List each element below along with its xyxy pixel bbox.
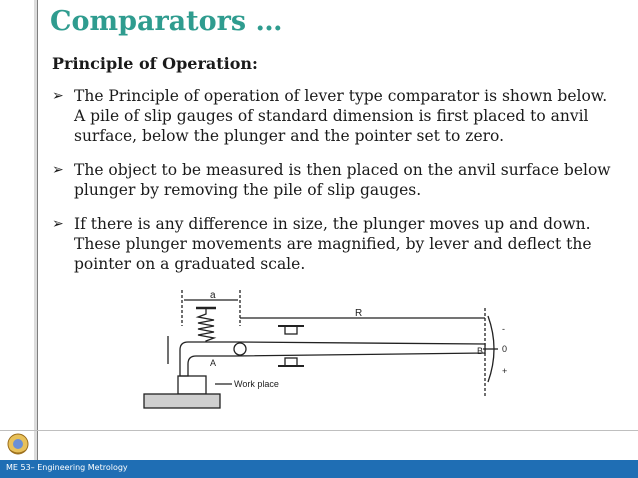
bullet-text: If there is any difference in size, the plunger moves up and down. These plunger movements are magnified, by lever and deflect the pointer on a graduated scale. <box>74 215 592 273</box>
college-logo-icon <box>6 432 30 456</box>
work-piece <box>178 376 206 394</box>
spring-icon <box>198 308 214 346</box>
bullet-text: The object to be measured is then placed on the anvil surface below plunger by removing the pile of slip gauges. <box>74 161 611 199</box>
label-a: a <box>210 290 216 301</box>
footer-rule <box>0 430 638 431</box>
footer-course: ME 53– Engineering Metrology <box>6 463 128 472</box>
anvil-base <box>144 394 220 408</box>
bullet-arrow-icon: ➢ <box>52 88 64 104</box>
bullet-arrow-icon: ➢ <box>52 216 64 232</box>
label-B: B <box>477 346 484 356</box>
label-A: A <box>210 358 217 368</box>
left-margin-stripe <box>34 0 37 478</box>
bullet-list <box>50 86 620 288</box>
lower-pivot-support <box>285 358 297 366</box>
pivot-circle <box>234 343 246 355</box>
bullet-text: The Principle of operation of lever type comparator is shown below. A pile of slip gauges of standard dimension is first placed to anvil surface, below the plunger and the pointer set to zero. <box>74 87 608 145</box>
bullet-item <box>50 214 620 274</box>
label-zero: 0 <box>502 344 508 354</box>
label-work-place: Work place <box>234 379 279 389</box>
bullet-item <box>50 86 620 146</box>
lever-comparator-diagram <box>140 286 520 416</box>
lever-arm <box>180 342 485 376</box>
label-minus: - <box>502 324 505 334</box>
bullet-item <box>50 160 620 200</box>
label-plus: + <box>502 366 508 376</box>
bullet-arrow-icon: ➢ <box>52 162 64 178</box>
footer-bar <box>0 460 638 478</box>
left-margin-bar <box>0 0 38 478</box>
slide-subtitle: Principle of Operation: <box>52 54 258 73</box>
slide-title: Comparators … <box>50 6 283 37</box>
upper-pivot-support <box>285 326 297 334</box>
label-R: R <box>355 308 363 319</box>
